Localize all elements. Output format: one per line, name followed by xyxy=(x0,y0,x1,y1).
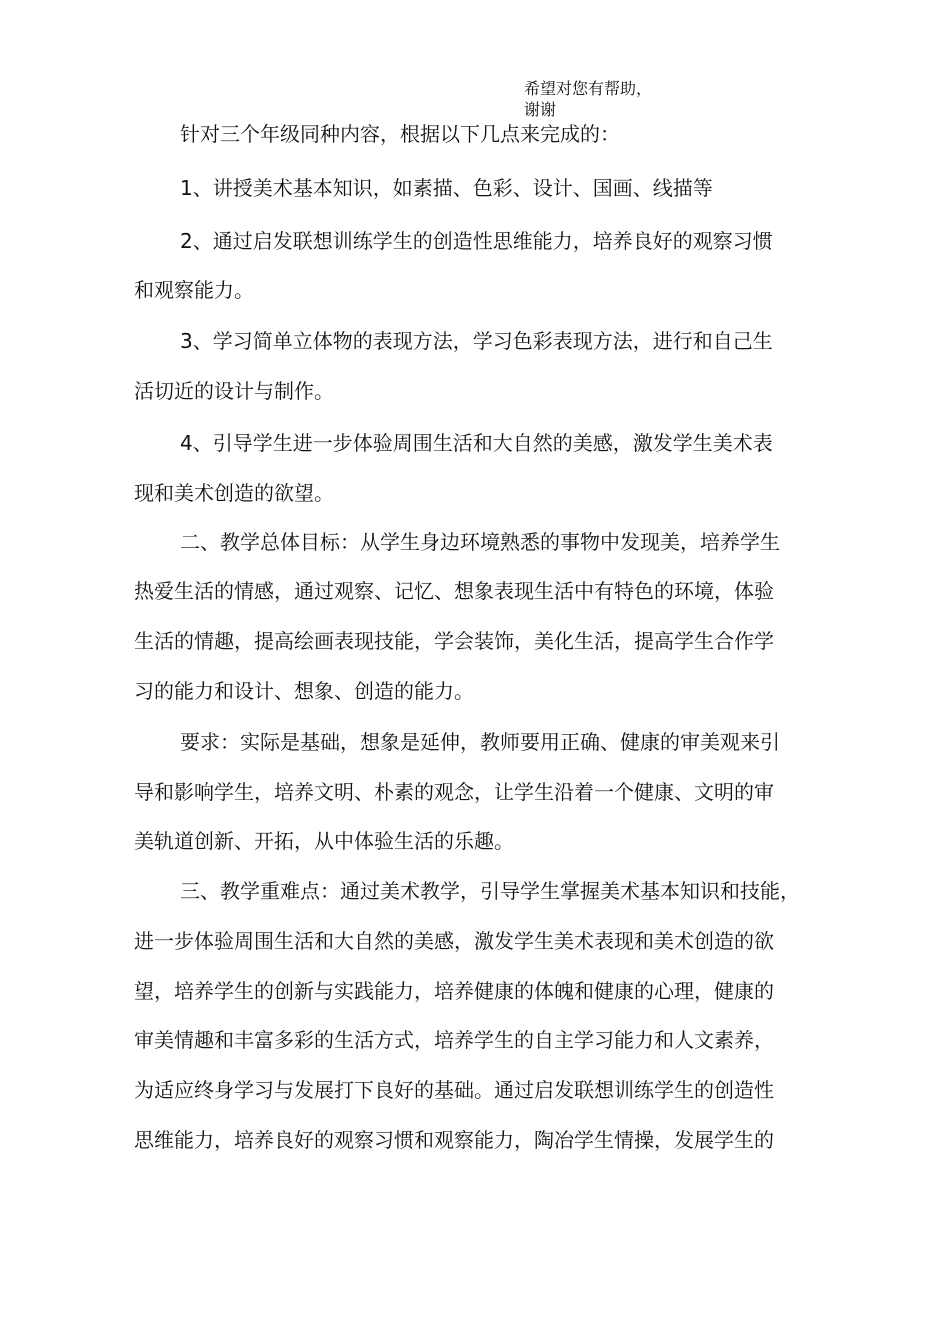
goals-line-2: 热爱生活的情感，通过观察、记忆、想象表现生活中有特色的环境，体验 xyxy=(134,579,774,603)
key-points-line-5: 为适应终身学习与发展打下良好的基础。通过启发联想训练学生的创造性 xyxy=(134,1078,774,1102)
item-3-line-1: 3、学习简单立体物的表现方法，学习色彩表现方法，进行和自己生 xyxy=(180,329,773,353)
key-points-line-2: 进一步体验周围生活和大自然的美感，激发学生美术表现和美术创造的欲 xyxy=(134,929,774,953)
requirements-line-3: 美轨道创新、开拓，从中体验生活的乐趣。 xyxy=(134,829,514,853)
header-note-line-1: 希望对您有帮助， xyxy=(524,79,653,98)
goals-line-3: 生活的情趣，提高绘画表现技能，学会装饰，美化生活，提高学生合作学 xyxy=(134,629,774,653)
item-4-line-2: 现和美术创造的欲望。 xyxy=(134,481,334,505)
key-points-line-4: 审美情趣和丰富多彩的生活方式，培养学生的自主学习能力和人文素养， xyxy=(134,1028,774,1052)
key-points-line-1: 三、教学重难点：通过美术教学，引导学生掌握美术基本知识和技能， xyxy=(180,879,800,903)
item-3-line-2: 活切近的设计与制作。 xyxy=(134,379,334,403)
intro-line: 针对三个年级同种内容，根据以下几点来完成的： xyxy=(180,122,620,146)
item-2-line-1: 2、通过启发联想训练学生的创造性思维能力，培养良好的观察习惯 xyxy=(180,229,773,253)
key-points-line-3: 望，培养学生的创新与实践能力，培养健康的体魄和健康的心理，健康的 xyxy=(134,979,774,1003)
item-4-line-1: 4、引导学生进一步体验周围生活和大自然的美感，激发学生美术表 xyxy=(180,431,773,455)
header-note xyxy=(524,78,652,120)
requirements-line-2: 导和影响学生，培养文明、朴素的观念，让学生沿着一个健康、文明的审 xyxy=(134,780,774,804)
goals-line-4: 习的能力和设计、想象、创造的能力。 xyxy=(134,679,474,703)
key-points-line-6: 思维能力，培养良好的观察习惯和观察能力，陶冶学生情操，发展学生的 xyxy=(134,1128,774,1152)
goals-line-1: 二、教学总体目标：从学生身边环境熟悉的事物中发现美，培养学生 xyxy=(180,530,780,554)
item-1-line: 1、讲授美术基本知识，如素描、色彩、设计、国画、线描等 xyxy=(180,176,713,200)
requirements-line-1: 要求：实际是基础，想象是延伸，教师要用正确、健康的审美观来引 xyxy=(180,730,780,754)
item-2-line-2: 和观察能力。 xyxy=(134,278,254,302)
header-note-line-2: 谢谢 xyxy=(524,100,557,119)
